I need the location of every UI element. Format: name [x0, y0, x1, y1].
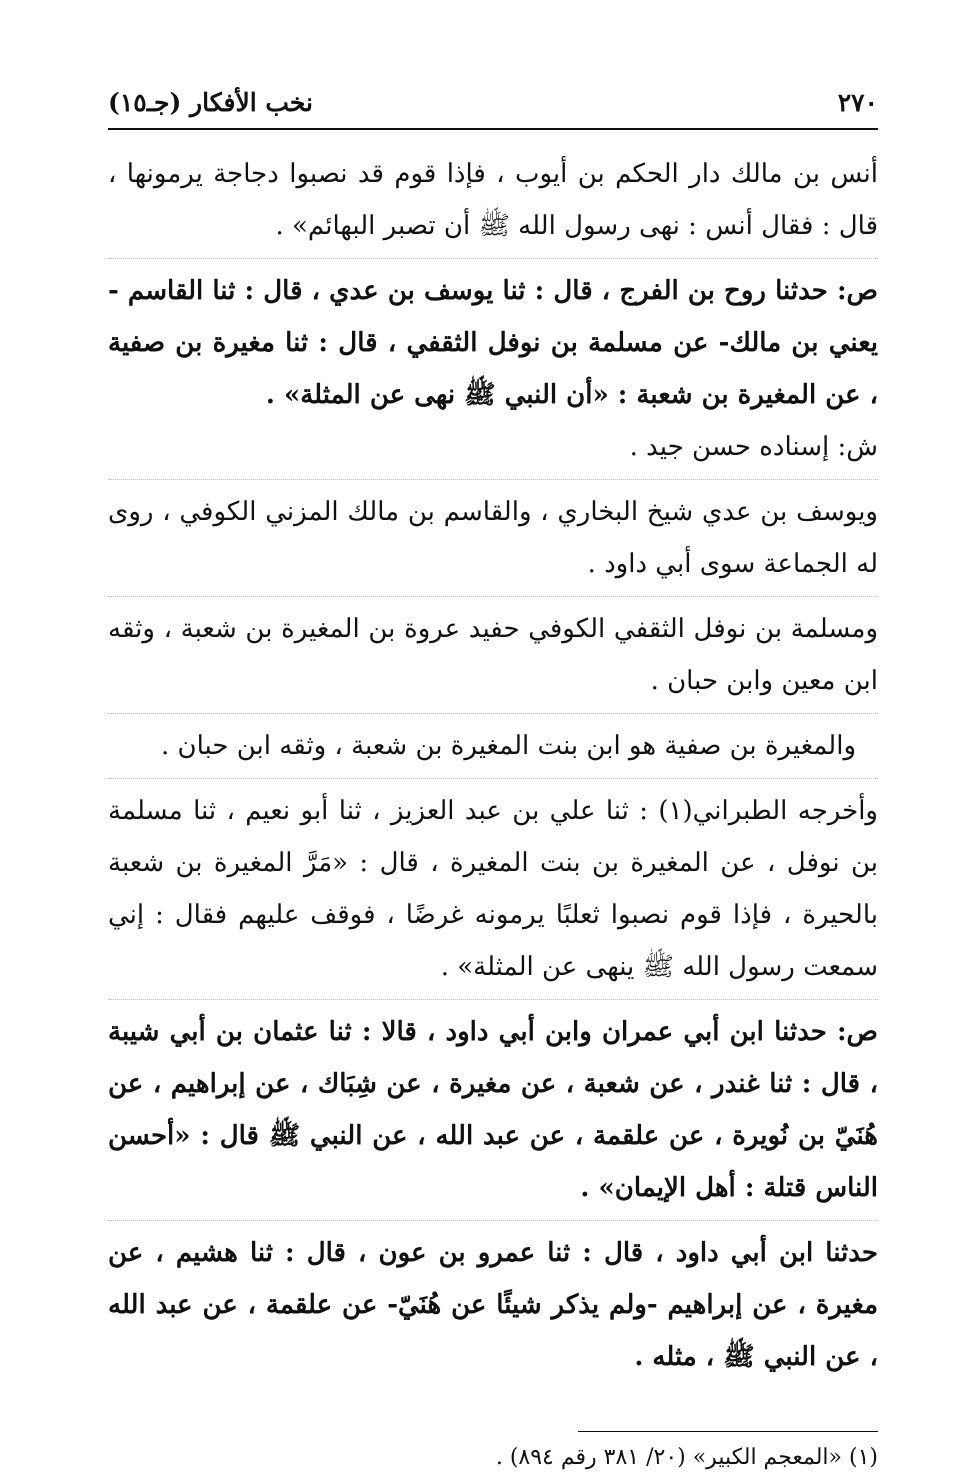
book-title: نخب الأفكار (جـ١٥): [108, 88, 314, 117]
paragraph-separator: [108, 596, 878, 597]
paragraph-separator: [108, 258, 878, 259]
footnote-rule: [578, 1431, 878, 1432]
running-head: [108, 86, 878, 120]
paragraph-separator: [108, 1220, 878, 1221]
paragraph-4: ويوسف بن عدي شيخ البخاري ، والقاسم بن مالك المزني الكوفي ، روى له الجماعة سوى أبي داود .: [108, 497, 878, 579]
paragraph-8: ص: حدثنا ابن أبي عمران وابن أبي داود ، قالا : ثنا عثمان بن أبي شيبة ، قال : ثنا غندر ، عن شعبة ، عن مغيرة ، عن شِبَاك ، عن إبراهيم ، عن هُنَيّ بن نُويرة ، عن علقمة ، عن عبد الله ، عن النبي ﷺ قال : «أحسن الناس قتلة : أهل الإيمان» .: [108, 1017, 878, 1203]
paragraph-3: ش: إسناده حسن جيد .: [629, 432, 878, 462]
page-number: ٢٧٠: [837, 88, 878, 117]
footnote: (١) «المعجم الكبير» (٢٠/ ٣٨١ رقم ٨٩٤) .: [495, 1445, 878, 1470]
page-body: [108, 86, 878, 1478]
paragraph-9: حدثنا ابن أبي داود ، قال : ثنا عمرو بن عون ، قال : ثنا هشيم ، عن مغيرة ، عن إبراهيم -ولم يذكر شيئًا عن هُنَيّ- عن علقمة ، عن عبد الله ، عن النبي ﷺ ، مثله .: [108, 1238, 878, 1372]
paragraph-6: والمغيرة بن صفية هو ابن بنت المغيرة بن شعبة ، وثقه ابن حبان .: [161, 731, 856, 761]
paragraph-2: ص: حدثنا روح بن الفرج ، قال : ثنا يوسف بن عدي ، قال : ثنا القاسم - يعني بن مالك- عن مسلمة بن نوفل الثقفي ، قال : ثنا مغيرة بن صفية ، عن المغيرة بن شعبة : «أن النبي ﷺ نهى عن المثلة» .: [108, 276, 878, 410]
paragraph-separator: [108, 778, 878, 779]
header-rule: [108, 128, 878, 130]
paragraph-separator: [108, 999, 878, 1000]
paragraph-separator: [108, 713, 878, 714]
paragraph-7: وأخرجه الطبراني(١) : ثنا علي بن عبد العزيز ، ثنا أبو نعيم ، ثنا مسلمة بن نوفل ، عن المغيرة بن بنت المغيرة ، قال : «مَرَّ المغيرة بن شعبة بالحيرة ، فإذا قوم نصبوا ثعلبًا يرمونه غرضًا ، فوقف عليهم فقال : إني سمعت رسول الله ﷺ ينهى عن المثلة» .: [108, 796, 878, 982]
paragraph-1: أنس بن مالك دار الحكم بن أيوب ، فإذا قوم قد نصبوا دجاجة يرمونها ، قال : فقال أنس : نهى رسول الله ﷺ أن تصبر البهائم» .: [108, 159, 878, 241]
paragraph-5: ومسلمة بن نوفل الثقفي الكوفي حفيد عروة بن المغيرة بن شعبة ، وثقه ابن معين وابن حبان .: [108, 614, 878, 696]
paragraph-separator: [108, 479, 878, 480]
